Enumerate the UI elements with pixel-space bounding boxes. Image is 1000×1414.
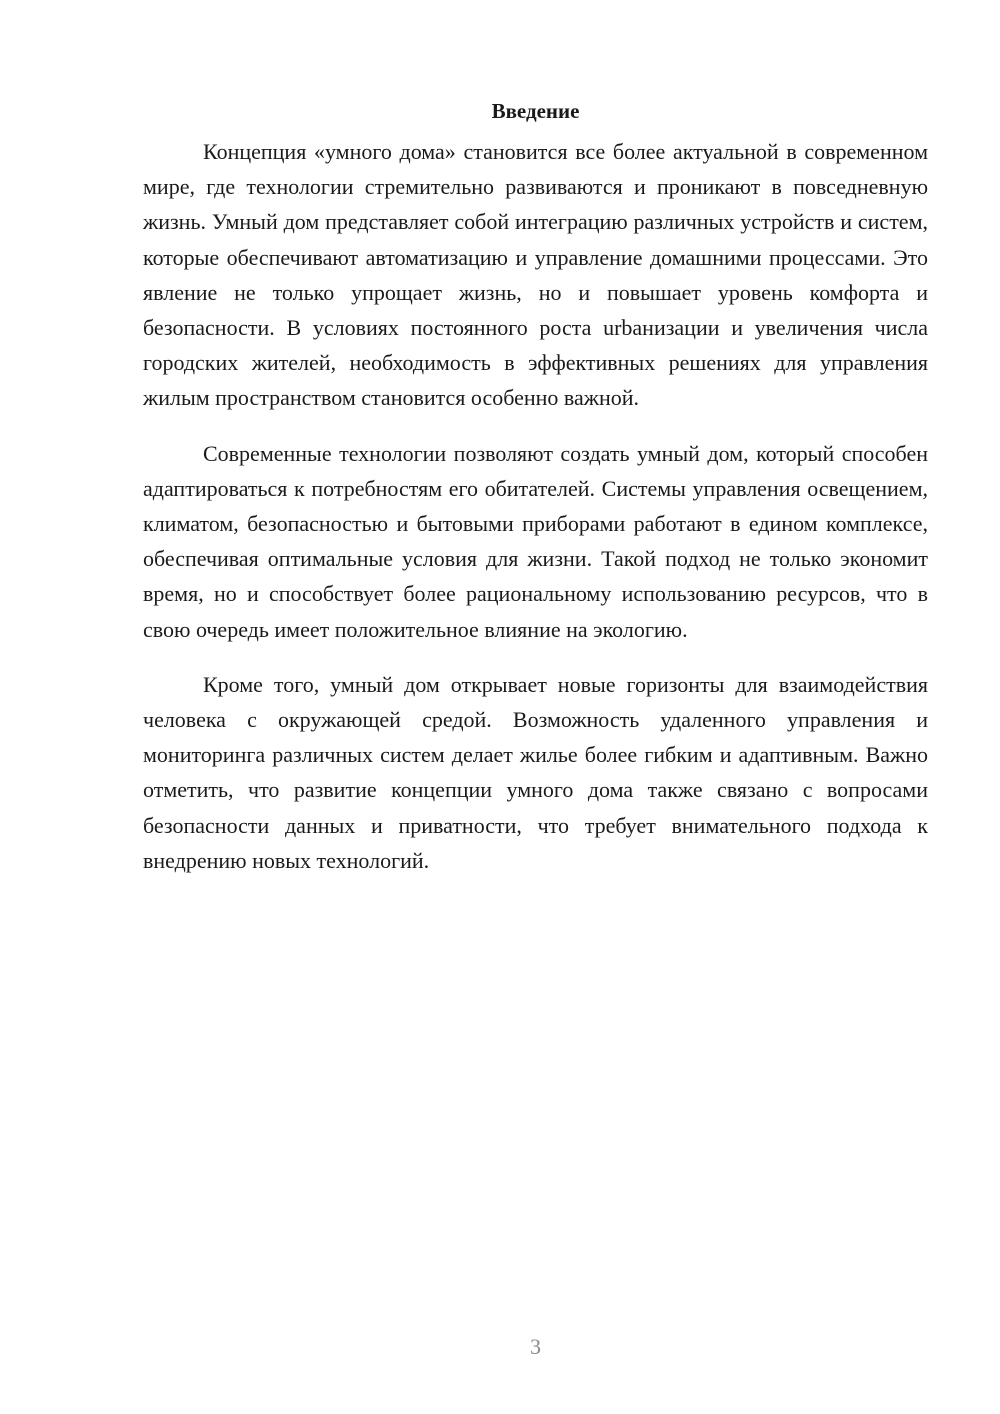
paragraph-3: Кроме того, умный дом открывает новые горизонты для взаимодействия человека с окружающей средой. Возможность удаленного управления и мониторинга различных систем делает жилье более гибким и адаптивным. Важно отметить, что развитие концепции умного дома также связано с вопросами безопасности данных и приватности, что требует внимательного подхода к внедрению новых технологий. [143,671,928,873]
section-title: Введение [491,99,580,123]
page-number: 3 [530,1334,541,1359]
paragraph-1: Концепция «умного дома» становится все более актуальной в современном мире, где технологии стремительно развиваются и проникают в повседневную жизнь. Умный дом представляет собой интеграцию различных устройств и систем, которые обеспечивают автоматизацию и управление домашними процессами. Это явление не только упрощает жизнь, но и повышает уровень комфорта и безопасности. В условиях постоянного роста urbанизации и увеличения числа городских жителей, необходимость в эффективных решениях для управления жилым пространством становится особенно важной. [143,139,928,411]
paragraph-2: Современные технологии позволяют создать умный дом, который способен адаптироваться к потребностям его обитателей. Системы управления освещением, климатом, безопасностью и бытовыми приборами работают в едином комплексе, обеспечивая оптимальные условия для жизни. Такой подход не только экономит время, но и способствует более рациональному использованию ресурсов, что в свою очередь имеет положительное влияние на экологию. [143,440,928,642]
page-content [143,96,928,898]
